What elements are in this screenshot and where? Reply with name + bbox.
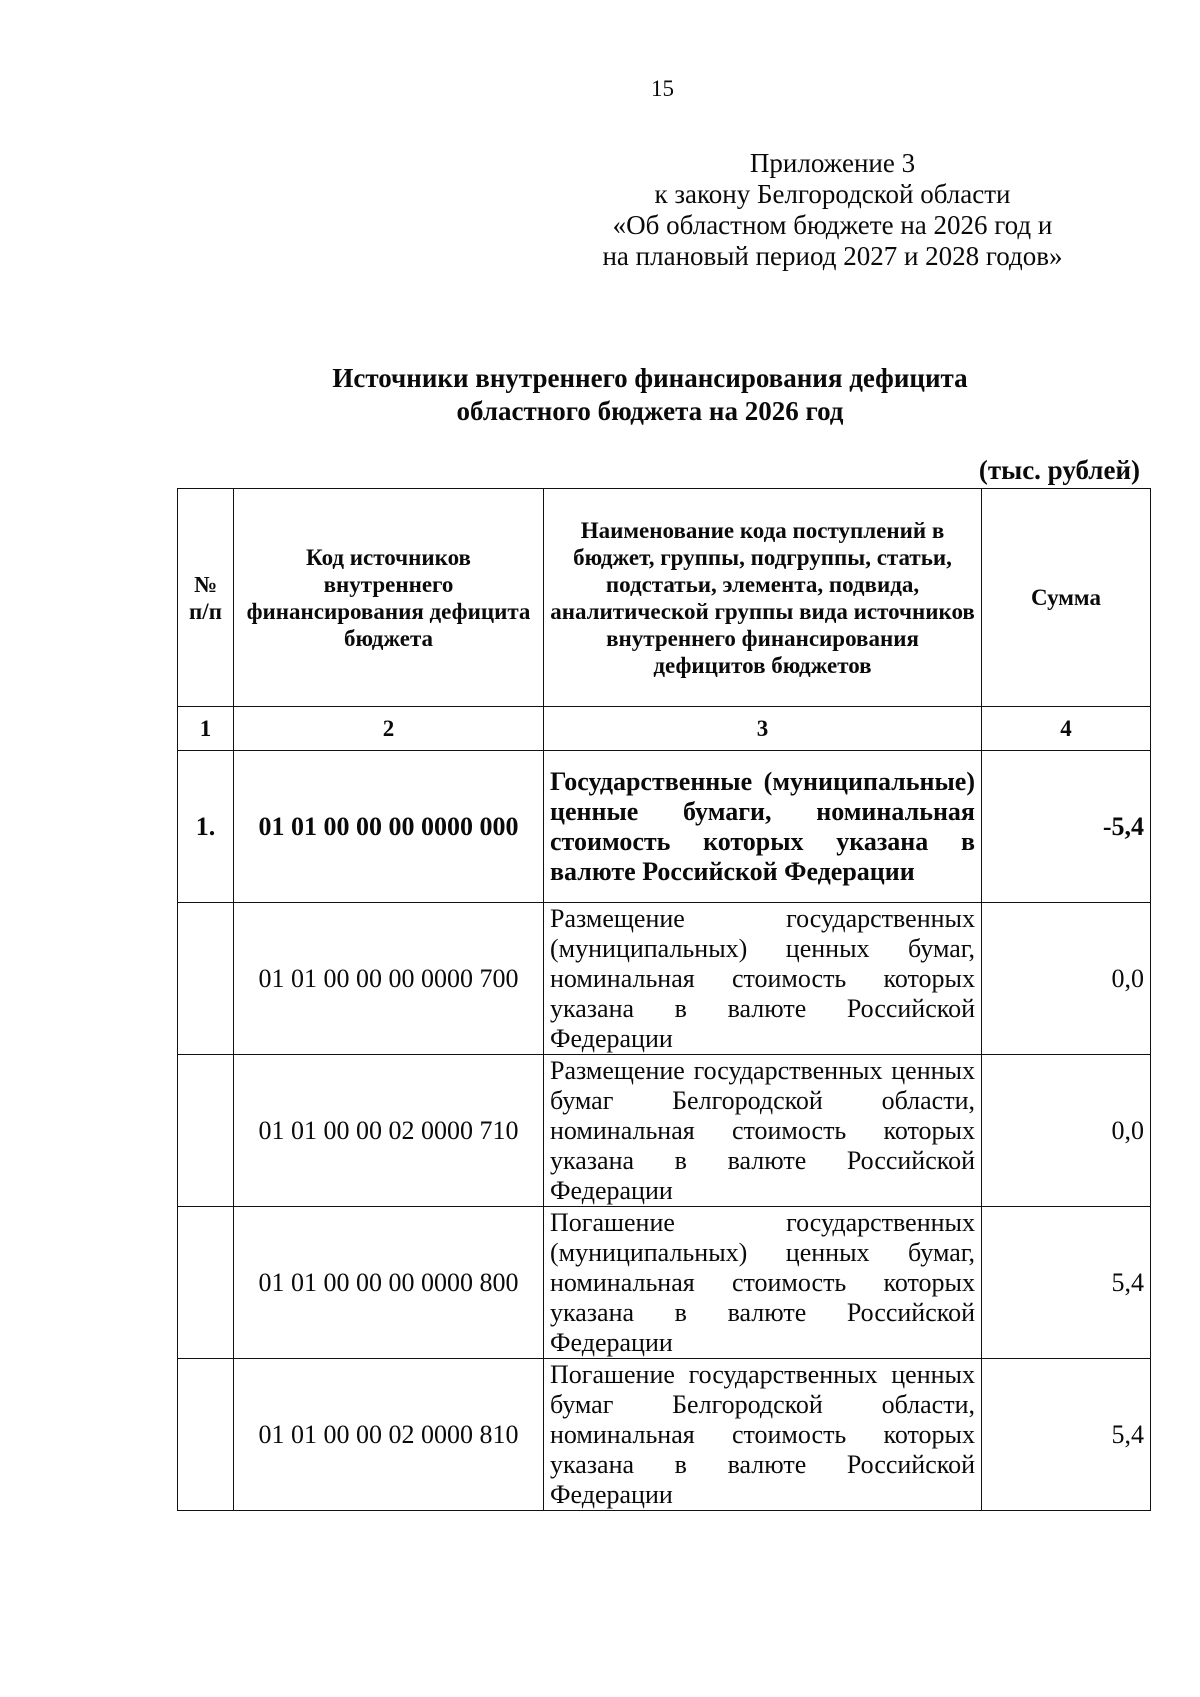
page-number: 15 [651, 76, 674, 101]
table-header-row [178, 489, 1151, 707]
header-code: Код источников внутреннего финансирования дефицита бюджета [234, 489, 544, 707]
source-code: 01 01 00 00 00 0000 000 [234, 751, 544, 903]
row-number: 1. [178, 751, 234, 903]
column-number: 4 [982, 707, 1151, 751]
source-name: Размещение государственных (муниципальных) ценных бумаг, номинальная стоимость которых указана в валюте Российской Федерации [544, 903, 982, 1055]
source-code: 01 01 00 00 00 0000 700 [234, 903, 544, 1055]
header-sum: Сумма [982, 489, 1151, 707]
source-name: Размещение государственных ценных бумаг Белгородской области, номинальная стоимость которых указана в валюте Российской Федерации [544, 1055, 982, 1207]
column-number: 1 [178, 707, 234, 751]
appendix-line: Приложение 3 [749, 148, 916, 178]
amount: 0,0 [982, 903, 1151, 1055]
source-code: 01 01 00 00 02 0000 810 [234, 1359, 544, 1511]
row-number [178, 1055, 234, 1207]
source-code: 01 01 00 00 00 0000 800 [234, 1207, 544, 1359]
column-number: 2 [234, 707, 544, 751]
source-code: 01 01 00 00 02 0000 710 [234, 1055, 544, 1207]
document-title-line: областного бюджета на 2026 год [456, 396, 844, 426]
amount: 5,4 [982, 1359, 1151, 1511]
appendix-note [560, 148, 1105, 272]
header-num: № п/п [178, 489, 234, 707]
row-number [178, 1359, 234, 1511]
table-row [178, 903, 1151, 1055]
source-name: Погашение государственных ценных бумаг Белгородской области, номинальная стоимость которых указана в валюте Российской Федерации [544, 1359, 982, 1511]
amount: -5,4 [982, 751, 1151, 903]
row-number [178, 1207, 234, 1359]
appendix-line: «Об областном бюджете на 2026 год и [612, 210, 1053, 240]
document-title-line: Источники внутреннего финансирования дефицита [332, 363, 968, 393]
column-number: 3 [544, 707, 982, 751]
table-row [178, 1207, 1151, 1359]
document-title [180, 362, 1120, 428]
table-row [178, 751, 1151, 903]
source-name: Государственные (муниципальные) ценные бумаги, номинальная стоимость которых указана в валюте Российской Федерации [544, 751, 982, 903]
header-name: Наименование кода поступлений в бюджет, группы, подгруппы, статьи, подстатьи, элемента, подвида, аналитической группы вида источников внутреннего финансирования дефицитов бюджетов [544, 489, 982, 707]
appendix-line: на плановый период 2027 и 2028 годов» [602, 241, 1063, 271]
amount: 5,4 [982, 1207, 1151, 1359]
table-row [178, 1055, 1151, 1207]
row-number [178, 903, 234, 1055]
source-name: Погашение государственных (муниципальных) ценных бумаг, номинальная стоимость которых указана в валюте Российской Федерации [544, 1207, 982, 1359]
units-label: (тыс. рублей) [978, 455, 1140, 485]
amount: 0,0 [982, 1055, 1151, 1207]
table-row [178, 1359, 1151, 1511]
column-numbers-row [178, 707, 1151, 751]
appendix-line: к закону Белгородской области [654, 179, 1011, 209]
financing-sources-table [177, 488, 1151, 1511]
